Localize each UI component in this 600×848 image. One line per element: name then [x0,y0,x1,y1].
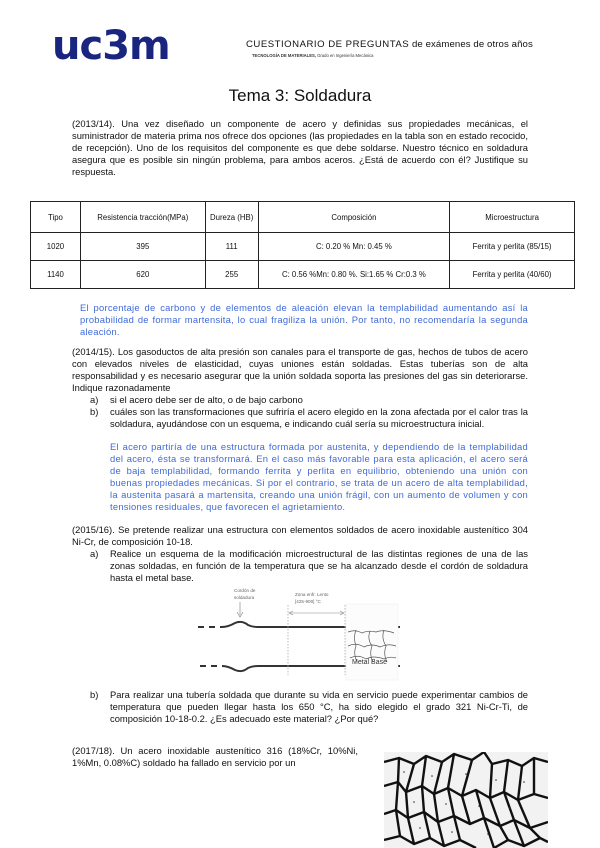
header-title [246,39,533,50]
table-header-row [31,202,575,233]
table-cell: 255 [205,261,258,289]
table-cell: 1020 [31,233,81,261]
micrograph-image [384,752,548,848]
table-cell: Ferrita y perlita (40/60) [450,261,575,289]
header-title-rest: de exámenes de otros años [409,39,533,50]
table-header-cell: Tipo [31,202,81,233]
uc3m-logo: uc3m [52,23,170,69]
steel-properties-table [30,201,575,289]
header-subtitle [252,53,373,58]
answer-2014-15: El acero partiría de una estructura formada por austenita, y dependiendo de la templabilidad del acero, ésta se transformará. En el caso más favorable para esta aplicación, el acero será de baja templabilidad, formando ferrita y perlita en equilibrio, obteniendo una unión con buenas propiedades mecánicas. Si por el contrario, se trata de un acero de alta templabilidad, la austenita pasará a martensita, creando una unión frágil, con un aumento de volumen y con tensiones residuales, que favorecen el agrietamiento. [110,441,528,512]
page-title: Tema 3: Soldadura [228,86,372,105]
question-2015-16-item-b [90,689,528,725]
question-2015-16: (2015/16). Se pretende realizar una estructura con elementos soldados de acero inoxidable austenítico 304 Ni-Cr, de composición 10-18. [72,524,528,547]
list-item-label: b) [90,405,99,417]
header-subtitle-course: TECNOLOGÍA DE MATERIALES, [252,53,316,58]
table-header-cell: Resistencia tracción(MPa) [80,202,205,233]
list-item [90,689,528,725]
table-cell: 111 [205,233,258,261]
list-item-label: a) [90,394,99,405]
svg-text:[425-900] °C: [425-900] °C [295,599,321,604]
table-header-cell: Composición [258,202,450,233]
header-title-caps: CUESTIONARIO DE PREGUNTAS [246,39,410,50]
question-2013-14: (2013/14). Una vez diseñado un componente de acero y definidas sus propiedades mecánicas, el suministrador de materia prima nos ofrece dos opciones (las propiedades en la tabla son en estado recocido, de recepción). Uno de los requisitos del componente es que debe soldarse. Nuestro técnico en soldadura asegura que es posible sin ningún problema, para ambos aceros. ¿Está de acuerdo con él? Justifique su respuesta. [72,118,528,177]
table-header-cell: Microestructura [450,202,575,233]
table-cell: 1140 [31,261,81,289]
table-cell: Ferrita y perlita (85/15) [450,233,575,261]
svg-text:Zona enfr. Lento: Zona enfr. Lento [295,592,329,597]
list-item-label: a) [90,548,99,559]
table-cell: 620 [80,261,205,289]
list-item-label: b) [90,689,99,700]
question-2014-15-items [90,394,528,430]
list-item [90,406,528,430]
list-item [90,394,528,406]
question-2014-15: (2014/15). Los gasoductos de alta presión son canales para el transporte de gas, hechos de tubos de acero con elevados niveles de elasticidad, cuyas uniones están soldadas. Estas tuberías son de alta responsabilidad y es necesario asegurar que la unión soldada soporta las presiones del gas sin deteriorarse. Indique razonadamente [72,346,528,393]
weld-bead-label: Cordón de [234,588,256,593]
table-header-cell: Dureza (HB) [205,202,258,233]
table-row [31,261,575,289]
svg-text:soldadura: soldadura [234,595,255,600]
table-cell: C: 0.20 % Mn: 0.45 % [258,233,450,261]
list-item-text: Para realizar una tubería soldada que durante su vida en servicio puede experimentar cambios de temperatura que pueden llegar hasta los 650 °C, ha sido elegido el grado 321 Ni-Cr-Ti, de composición 10-18-0.2. ¿Es adecuado este material? ¿Por qué? [110,689,528,724]
list-item-text: cuáles son las transformaciones que sufriría el acero elegido en la zona afectada por el calor tras la soldadura, ayudándose con un esquema, e indicando cuál sería su microestructura inicial. [110,405,528,429]
list-item [90,548,528,584]
table-cell: 395 [80,233,205,261]
base-metal-label: Metal Base [352,659,388,666]
table-cell: C: 0.56 %Mn: 0.80 %. Si:1.65 % Cr:0.3 % [258,261,450,289]
answer-2013-14: El porcentaje de carbono y de elementos de aleación elevan la templabilidad aumentando así la probabilidad de formar martensita, lo cual fragiliza la unión. Por tanto, no recomendaría la segunda aleación. [80,302,528,337]
weld-zone-diagram [190,580,420,685]
list-item-text: Realice un esquema de la modificación microestructural de las distintas regiones de una de las zonas soldadas, en función de la temperatura que se ha alcanzado desde el cordón de soldadura hasta el metal base. [110,548,528,583]
header-subtitle-degree: Grado en Ingeniería Mecánica [315,53,374,58]
table-row [31,233,575,261]
question-2015-16-item-a [90,548,528,584]
question-2017-18: (2017/18). Un acero inoxidable austenítico 316 (18%Cr, 10%Ni, 1%Mn, 0.08%C) soldado ha fallado en servicio por un [72,745,358,768]
list-item-text: si el acero debe ser de alto, o de bajo carbono [110,394,303,405]
